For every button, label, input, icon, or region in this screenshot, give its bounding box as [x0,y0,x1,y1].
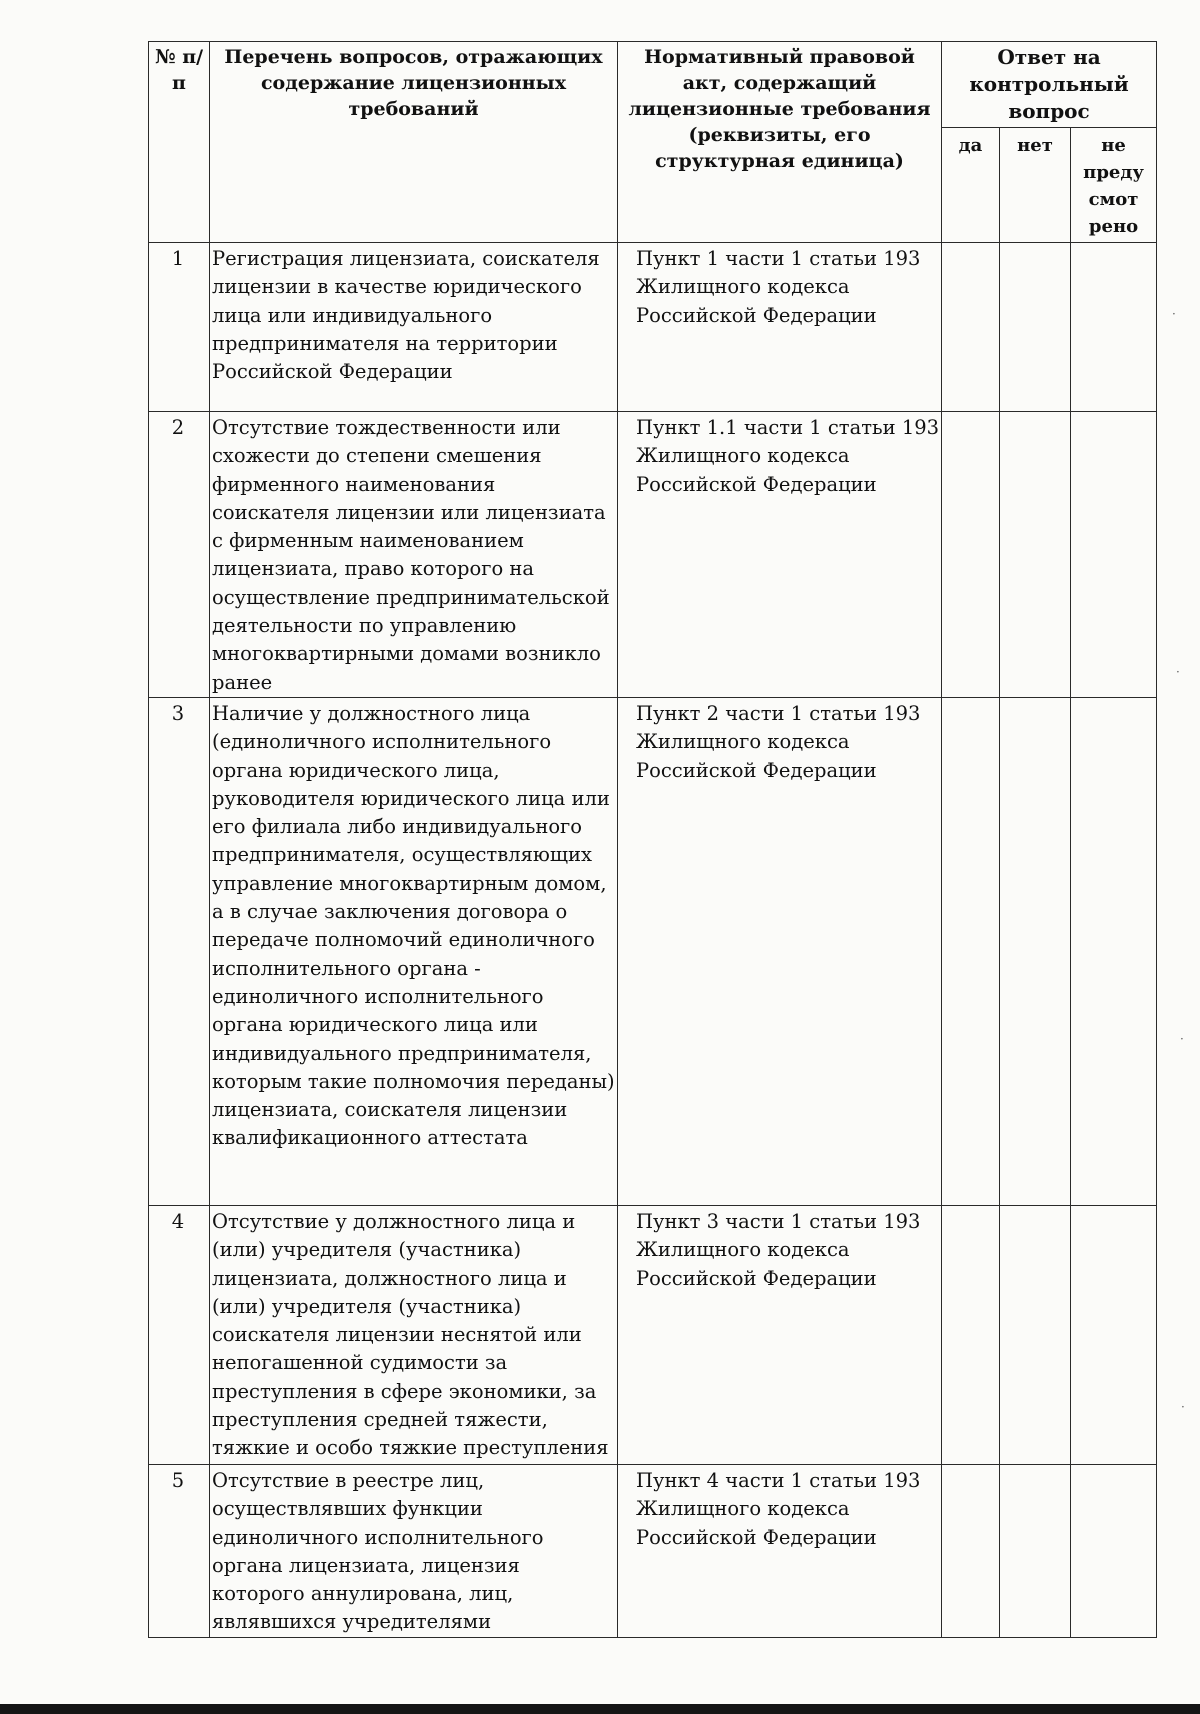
row-normative-act: Пункт 3 части 1 статьи 193 Жилищного кодекса Российской Федерации [618,1206,942,1465]
scan-bottom-edge [0,1704,1200,1714]
scan-speck: · [1181,1400,1185,1414]
row-normative-act: Пункт 4 части 1 статьи 193 Жилищного кодекса Российской Федерации [618,1465,942,1638]
answer-not-provided-cell[interactable] [1071,243,1157,412]
row-number: 5 [149,1465,210,1638]
answer-not-provided-cell[interactable] [1071,1465,1157,1638]
answer-not-provided-cell[interactable] [1071,1206,1157,1465]
scan-speck: · [1172,307,1176,321]
row-number: 4 [149,1206,210,1465]
row-question: Регистрация лицензиата, соискателя лицензии в качестве юридического лица или индивидуального предпринимателя на территории Российской Федерации [210,243,618,412]
answer-no-cell[interactable] [1000,1206,1071,1465]
answer-yes-cell[interactable] [942,243,1000,412]
row-number: 3 [149,698,210,1206]
header-row-1 [149,42,1157,128]
scan-speck: · [1180,1032,1184,1046]
row-question: Наличие у должностного лица (единоличного исполнительного органа юридического лица, руководителя юридического лица или его филиала либо индивидуального предпринимателя, осуществляющих управление многоквартирным домом, а в случае заключения договора о передаче полномочий единоличного исполнительного органа - единоличного исполнительного органа юридического лица или индивидуального предпринимателя, которым такие полномочия переданы) лицензиата, соискателя лицензии квалификационного аттестата [210,698,618,1206]
header-number: № п/п [149,42,210,243]
answer-no-cell[interactable] [1000,1465,1071,1638]
row-question: Отсутствие в реестре лиц, осуществлявших функции единоличного исполнительного органа лицензиата, лицензия которого аннулирована, лиц, являвшихся учредителями [210,1465,618,1638]
answer-not-provided-cell[interactable] [1071,412,1157,698]
table-row [149,243,1157,412]
scan-speck: · [1176,665,1180,679]
license-requirements-checklist-table [148,41,1157,1638]
row-normative-act: Пункт 1 части 1 статьи 193 Жилищного кодекса Российской Федерации [618,243,942,412]
answer-no-cell[interactable] [1000,243,1071,412]
answer-no-cell[interactable] [1000,412,1071,698]
answer-yes-cell[interactable] [942,698,1000,1206]
row-question: Отсутствие тождественности или схожести до степени смешения фирменного наименования соискателя лицензии или лицензиата с фирменным наименованием лицензиата, право которого на осуществление предпринимательской деятельности по управлению многоквартирными домами возникло ранее [210,412,618,698]
header-answer-yes: да [942,128,1000,243]
header-answer-no: нет [1000,128,1071,243]
answer-yes-cell[interactable] [942,1465,1000,1638]
table-row [149,1206,1157,1465]
header-answer-not-provided: не преду смот рено [1071,128,1157,243]
table-row [149,1465,1157,1638]
answer-no-cell[interactable] [1000,698,1071,1206]
row-number: 2 [149,412,210,698]
answer-not-provided-cell[interactable] [1071,698,1157,1206]
table-row [149,412,1157,698]
header-answer-group: Ответ на контрольный вопрос [942,42,1157,128]
answer-yes-cell[interactable] [942,1206,1000,1465]
table-row [149,698,1157,1206]
row-question: Отсутствие у должностного лица и (или) учредителя (участника) лицензиата, должностного лица и (или) учредителя (участника) соискателя лицензии неснятой или непогашенной судимости за преступления в сфере экономики, за преступления средней тяжести, тяжкие и особо тяжкие преступления [210,1206,618,1465]
header-question-list: Перечень вопросов, отражающих содержание лицензионных требований [210,42,618,243]
answer-yes-cell[interactable] [942,412,1000,698]
row-normative-act: Пункт 1.1 части 1 статьи 193 Жилищного кодекса Российской Федерации [618,412,942,698]
row-number: 1 [149,243,210,412]
header-normative-act: Нормативный правовой акт, содержащий лицензионные требования (реквизиты, его структурная единица) [618,42,942,243]
row-normative-act: Пункт 2 части 1 статьи 193 Жилищного кодекса Российской Федерации [618,698,942,1206]
